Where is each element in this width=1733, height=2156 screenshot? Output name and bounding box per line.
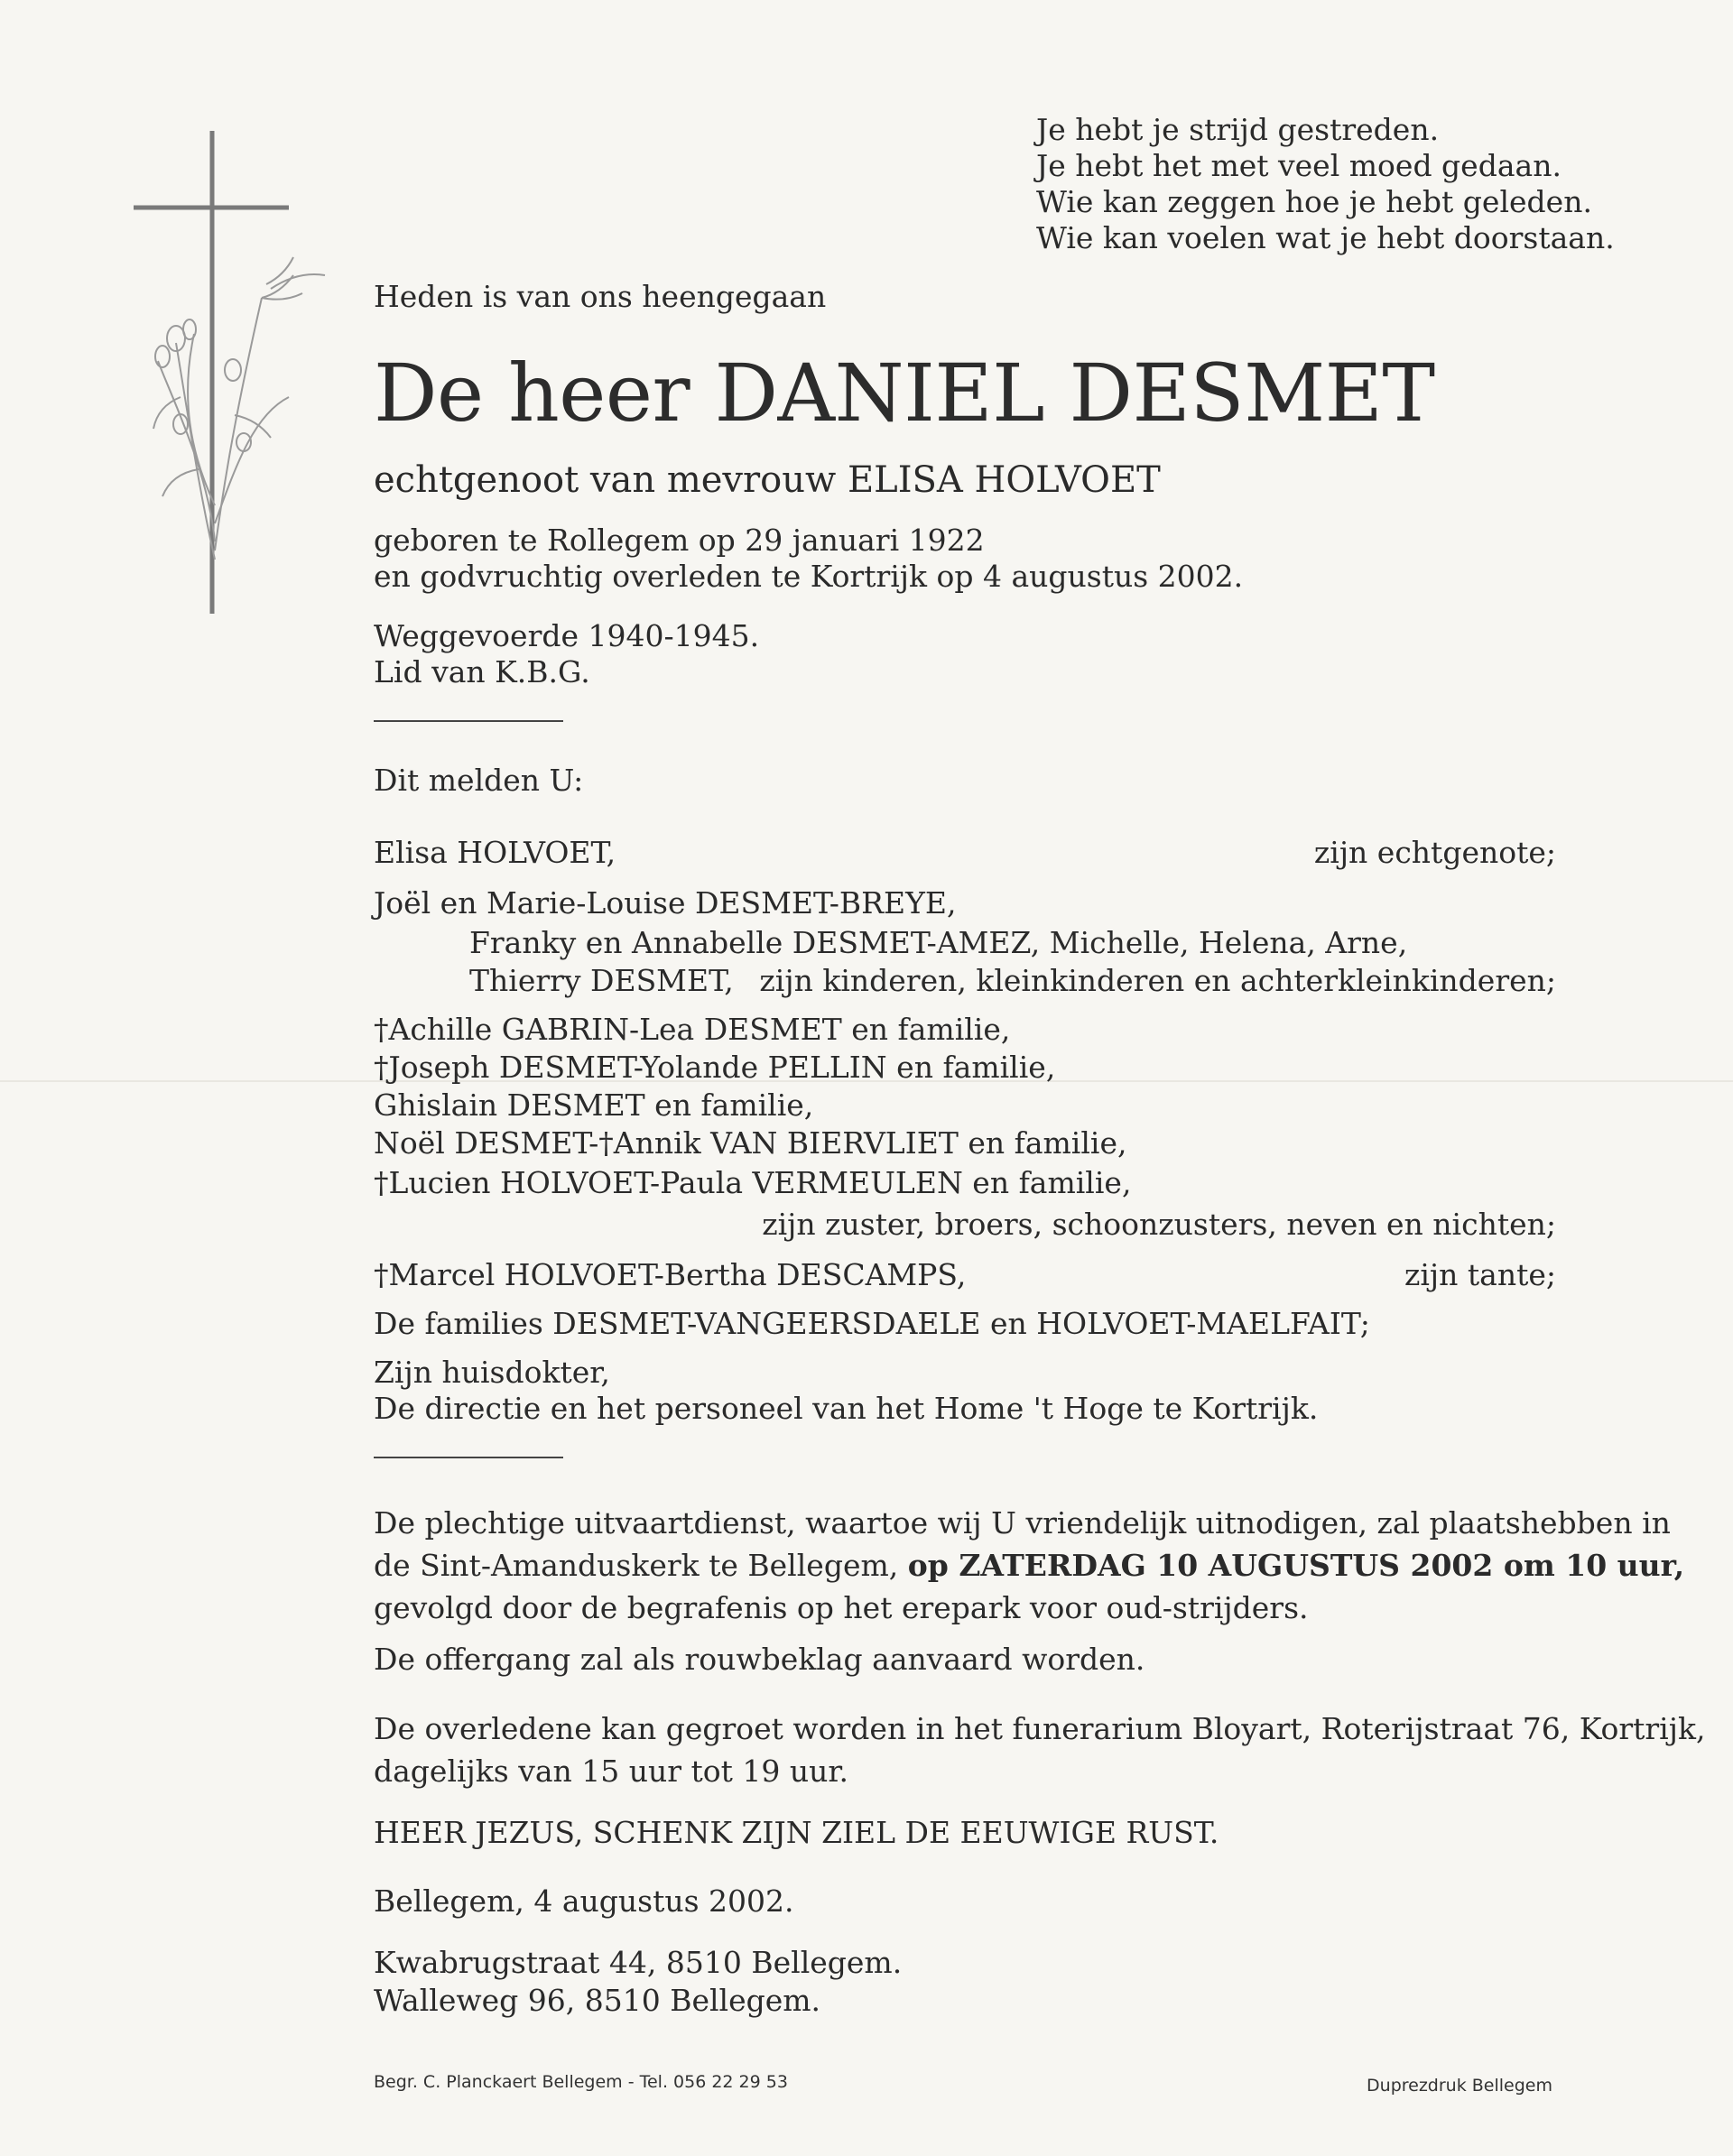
wife-relation: zijn echtgenote;: [1313, 835, 1556, 870]
wife-name: Elisa HOLVOET,: [374, 835, 616, 870]
cross-with-wheat-icon: [126, 126, 343, 623]
families-line: De families DESMET-VANGEERSDAELE en HOLVOET-MAELFAIT;: [374, 1306, 1370, 1341]
funeral-line: gevolgd door de begrafenis op het erepark voor oud-strijders.: [374, 1590, 1309, 1625]
sibling-relation: zijn zuster, broers, schoonzusters, neven en nichten;: [762, 1207, 1556, 1242]
death-line: en godvruchtig overleden te Kortrijk op 4 augustus 2002.: [374, 559, 1244, 594]
sibling-line: †Lucien HOLVOET-Paula VERMEULEN en familie,: [374, 1165, 1132, 1200]
sibling-line: †Joseph DESMET-Yolande PELLIN en familie,: [374, 1050, 1056, 1085]
viewing-line: dagelijks van 15 uur tot 19 uur.: [374, 1753, 849, 1789]
funeral-line: De plechtige uitvaartdienst, waartoe wij U vriendelijk uitnodigen, zal plaatshebben in: [374, 1505, 1671, 1541]
poem-line: Je hebt het met veel moed gedaan.: [1036, 148, 1562, 183]
divider: [374, 1457, 563, 1458]
divider: [374, 720, 563, 722]
doctor-line: Zijn huisdokter,: [374, 1355, 610, 1390]
funeral-datetime: op ZATERDAG 10 AUGUSTUS 2002 om 10 uur,: [907, 1548, 1685, 1583]
spouse-line: echtgenoot van mevrouw ELISA HOLVOET: [374, 459, 1161, 501]
address-line: Walleweg 96, 8510 Bellegem.: [374, 1983, 821, 2018]
member-line: Lid van K.B.G.: [374, 654, 590, 689]
footer-printer: Duprezdruk Bellegem: [1367, 2076, 1552, 2096]
funeral-paragraph: [374, 1502, 1685, 1629]
place-date: Bellegem, 4 augustus 2002.: [374, 1883, 794, 1919]
children-relation: zijn kinderen, kleinkinderen en achterkleinkinderen;: [759, 963, 1556, 998]
funeral-church: de Sint-Amanduskerk te Bellegem,: [374, 1548, 899, 1583]
viewing-paragraph: [374, 1707, 1706, 1792]
sibling-line: Ghislain DESMET en familie,: [374, 1087, 814, 1123]
intro-text: Heden is van ons heengegaan: [374, 279, 827, 314]
announce-line: Dit melden U:: [374, 763, 584, 798]
aunt-name: †Marcel HOLVOET-Bertha DESCAMPS,: [374, 1257, 967, 1292]
children-line: Joël en Marie-Louise DESMET-BREYE,: [374, 885, 957, 921]
footer-undertaker: Begr. C. Planckaert Bellegem - Tel. 056 22 29 53: [374, 2072, 788, 2092]
birth-line: geboren te Rollegem op 29 januari 1922: [374, 523, 985, 558]
funeral-line: [374, 1544, 1685, 1587]
sibling-line: Noël DESMET-†Annik VAN BIERVLIET en familie,: [374, 1125, 1127, 1161]
children-line: Franky en Annabelle DESMET-AMEZ, Michelle, Helena, Arne,: [469, 925, 1408, 960]
offering-line: De offergang zal als rouwbeklag aanvaard worden.: [374, 1642, 1145, 1677]
prayer-line: HEER JEZUS, SCHENK ZIJN ZIEL DE EEUWIGE RUST.: [374, 1815, 1219, 1850]
deported-line: Weggevoerde 1940-1945.: [374, 618, 760, 653]
poem-line: Wie kan zeggen hoe je hebt geleden.: [1036, 184, 1592, 219]
poem-line: Wie kan voelen wat je hebt doorstaan.: [1036, 220, 1615, 255]
poem-line: Je hebt je strijd gestreden.: [1036, 112, 1440, 147]
sibling-line: †Achille GABRIN-Lea DESMET en familie,: [374, 1012, 1011, 1047]
poem: [1036, 112, 1615, 256]
aunt-relation: zijn tante;: [1404, 1257, 1556, 1292]
children-line: Thierry DESMET,: [469, 963, 734, 998]
deceased-name: De heer DANIEL DESMET: [374, 347, 1435, 440]
viewing-line: De overledene kan gegroet worden in het funerarium Bloyart, Roterijstraat 76, Kortrijk,: [374, 1711, 1706, 1746]
home-line: De directie en het personeel van het Home 't Hoge te Kortrijk.: [374, 1391, 1319, 1426]
address-line: Kwabrugstraat 44, 8510 Bellegem.: [374, 1945, 903, 1980]
